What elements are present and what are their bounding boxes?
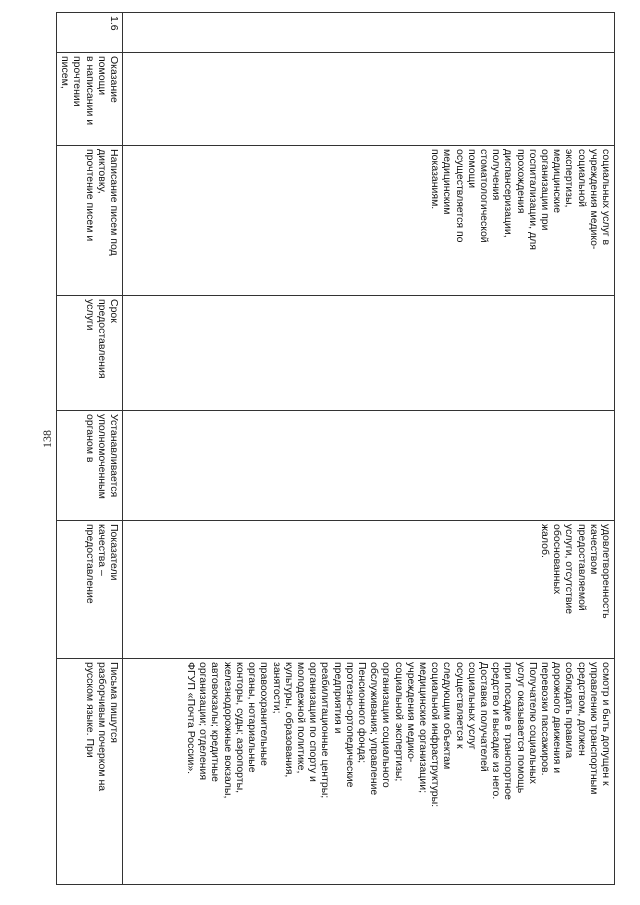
table-cell-number bbox=[123, 13, 615, 53]
table-row bbox=[56, 13, 122, 885]
table-cell-term-label: Срок предоставления услуги bbox=[56, 296, 122, 411]
table-row bbox=[123, 13, 615, 885]
services-table bbox=[56, 12, 615, 885]
page-number: 138 bbox=[40, 430, 54, 448]
table-cell-number: 1.6 bbox=[56, 13, 122, 53]
table-cell-description: социальных услуг в учреждения медико- социальной экспертизы, медицинские организации при госпитализации, для прохождения диспансеризации, получения стоматологической помощи осуществляется по медицинским показаниям. bbox=[123, 146, 615, 296]
table-cell-term-label bbox=[123, 296, 615, 411]
table-cell-conditions: осмотр и быть допущен к управлению транспортным средством, должен соблюдать правила дорожного движения и перевозки пассажиров. Получателю социальных услуг оказывается помощь при посадке в транспортное средство и высадке из него. Доставка получателей социальных услуг осуществляется к следующим объектам социальной инфраструктуры: медицинские организации; учреждения медико- социальной экспертизы; организации социального обслуживания; управление Пенсионного фонда; протезно-ортопедические предприятия и реабилитационные центры; организации по спорту и молодежной политике, культуры, образования, занятости; правоохранительные органы, нотариальные конторы, суды; аэропорты, железнодорожные вокзалы, автовокзалы; кредитные организации; отделения ФГУП «Почта России». bbox=[123, 659, 615, 885]
table-cell-term-value: Устанавливается уполномоченным органом в bbox=[56, 411, 122, 521]
table-cell-quality: Показатели качества – предоставление bbox=[56, 521, 122, 659]
table-cell-quality: удовлетворенность качеством предоставляемой услуги, отсутствие обоснованных жалоб. bbox=[123, 521, 615, 659]
rotated-page-content bbox=[59, 12, 615, 884]
table-cell-term-value bbox=[123, 411, 615, 521]
table-cell-conditions: Письма пишутся разборчивым почерком на русском языке. При bbox=[56, 659, 122, 885]
table-cell-description: Написание писем под диктовку, прочтение писем и bbox=[56, 146, 122, 296]
table-cell-service-name bbox=[123, 53, 615, 146]
table-cell-service-name: Оказание помощи в написании и прочтении писем, bbox=[56, 53, 122, 146]
